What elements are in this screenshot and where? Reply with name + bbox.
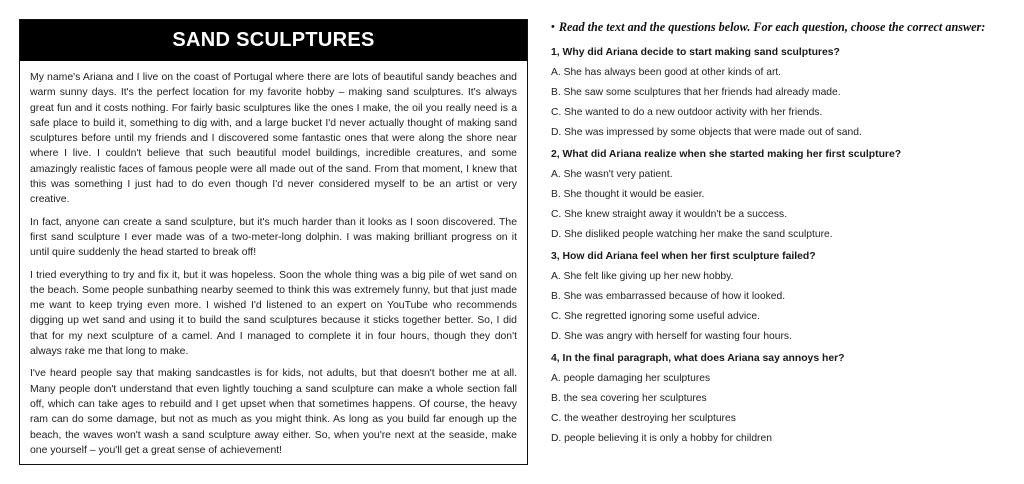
option-3b[interactable]: B. She was embarrassed because of how it looked.: [551, 291, 786, 302]
instructions-text: Read the text and the questions below. For each question, choose the correct answer:: [558, 20, 986, 34]
question-2: [551, 145, 1021, 245]
option-1c[interactable]: C. She wanted to do a new outdoor activity with her friends.: [551, 107, 823, 118]
option-4a[interactable]: A. people damaging her sculptures: [551, 373, 711, 384]
option-3c[interactable]: C. She regretted ignoring some useful advice.: [551, 311, 760, 322]
option-2b[interactable]: B. She thought it would be easier.: [551, 189, 705, 200]
paragraph-1: My name's Ariana and I live on the coast of Portugal where there are lots of beautiful sandy beaches and warm sunny days. It's the perfect location for my favorite hobby – making sand sculptures. It's always great fun and it costs nothing. For fairly basic sculptures like the ones I make, the oil you really need is a safe place to build it, something to dig with, and a large bucket I'd never actually thought of making sand sculptures before until my friends and I discovered some fantastic ones that were along the shore near where I live. I couldn't believe that such beautiful model buildings, incredible creatures, and some amazingly realistic faces of famous people were all made out of the sand. From that moment, I knew that this was something I just had to do even though I'd never considered myself to be an artist or very creative.: [30, 72, 517, 206]
option-1b[interactable]: B. She saw some sculptures that her friends had already made.: [551, 87, 841, 98]
question-text: 3, How did Ariana feel when her first sculpture failed?: [551, 251, 816, 262]
instructions: [551, 17, 1021, 37]
paragraph-2: In fact, anyone can create a sand sculpture, but it's much harder than it looks as I soon discovered. The first sand sculpture I ever made was of a two-meter-long dolphin. I was making brilliant progress on it until quire suddenly the head started to break off!: [30, 216, 517, 259]
reading-passage-box: [19, 19, 528, 465]
option-1d[interactable]: D. She was impressed by some objects that were made out of sand.: [551, 127, 862, 138]
bullet-icon: •: [551, 21, 555, 33]
question-text: 1, Why did Ariana decide to start making sand sculptures?: [551, 47, 840, 58]
question-4: [551, 349, 1021, 449]
option-1a[interactable]: A. She has always been good at other kinds of art.: [551, 67, 782, 78]
paragraph-3: I tried everything to try and fix it, but it was hopeless. Soon the whole thing was a big pile of wet sand on the beach. Some people sunbathing nearby seemed to think this was extremely funny, but that just made me want to keep trying even more. I wished I'd listened to an expert on YouTube who recommends digging up wet sand and using it to build the sand sculptures because it sticks together better. So, I did that for my next sculpture of a camel. And I managed to complete it in four hours, though they don't always rake me that long to make.: [30, 269, 517, 358]
option-2c[interactable]: C. She knew straight away it wouldn't be a success.: [551, 209, 788, 220]
option-3d[interactable]: D. She was angry with herself for wasting four hours.: [551, 331, 792, 342]
questions-panel: [551, 17, 1021, 449]
passage-title: SAND SCULPTURES: [20, 20, 527, 61]
question-1: [551, 43, 1021, 143]
question-text: 2, What did Ariana realize when she started making her first sculpture?: [551, 149, 902, 160]
option-4b[interactable]: B. the sea covering her sculptures: [551, 393, 707, 404]
passage-body: [20, 61, 527, 458]
option-4d[interactable]: D. people believing it is only a hobby for children: [551, 433, 772, 444]
option-2d[interactable]: D. She disliked people watching her make the sand sculpture.: [551, 229, 833, 240]
question-3: [551, 247, 1021, 347]
question-text: 4, In the final paragraph, what does Ariana say annoys her?: [551, 353, 845, 364]
option-4c[interactable]: C. the weather destroying her sculptures: [551, 413, 736, 424]
option-3a[interactable]: A. She felt like giving up her new hobby.: [551, 271, 734, 282]
option-2a[interactable]: A. She wasn't very patient.: [551, 169, 673, 180]
paragraph-4: I've heard people say that making sandcastles is for kids, not adults, but that doesn't bother me at all. Many people don't understand that even lightly touching a sand sculpture can make a whole section fall off, which can take ages to rebuild and I get upset when that sometimes happens. Of course, the heavy ram can do some damage, but not as much as you might think. As long as you build far enough up the beach, the waves won't wash a sand sculpture away either. So, when you're next at the seaside, make one yourself – you'll get a great sense of achievement!: [30, 368, 517, 456]
